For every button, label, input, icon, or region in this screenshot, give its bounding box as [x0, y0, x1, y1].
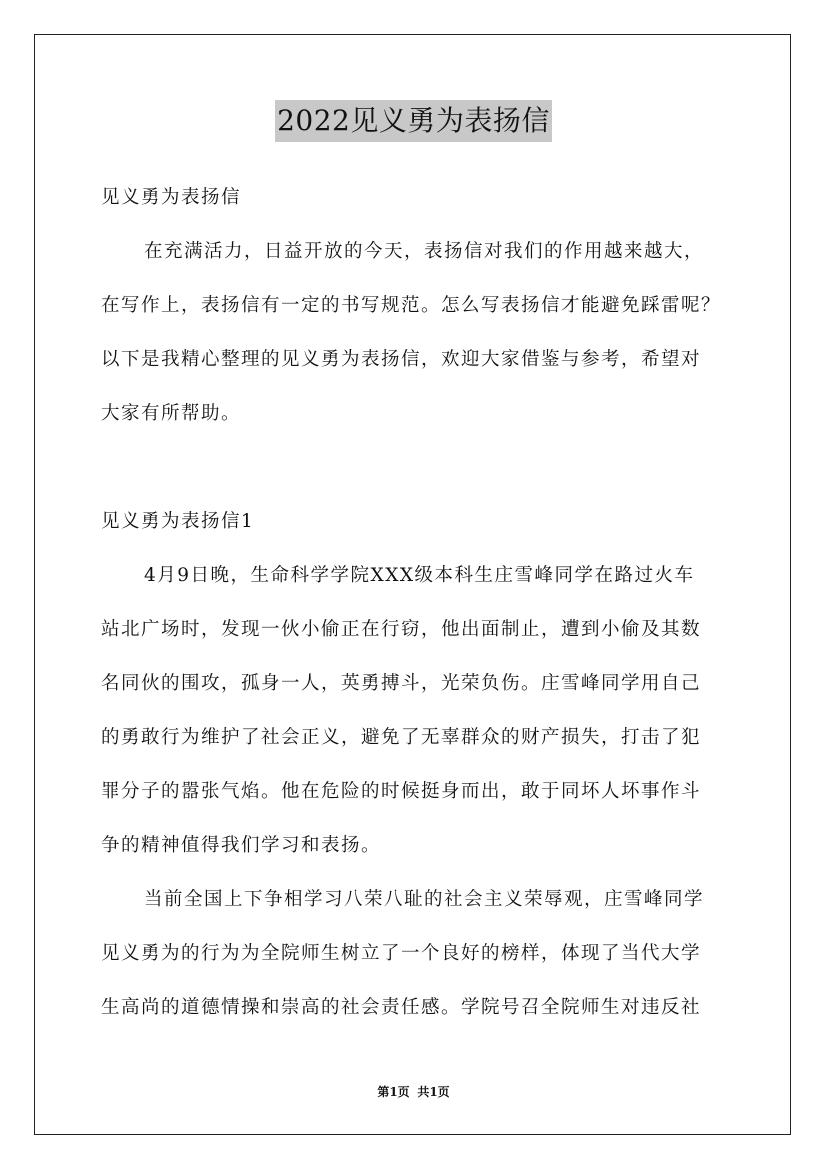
intro-heading: 见义勇为表扬信 [101, 187, 242, 208]
letter1-heading: 见义勇为表扬信1 [101, 511, 255, 532]
document-body [101, 171, 727, 1035]
intro-line: 在充满活力，日益开放的今天，表扬信对我们的作用越来越大， [144, 241, 705, 262]
page-total: 共1页 [417, 1085, 450, 1099]
paragraph-line: 争的精神值得我们学习和表扬。 [101, 835, 382, 856]
paragraph-line: 当前全国上下争相学习八荣八耻的社会主义荣辱观，庄雪峰同学 [144, 889, 705, 910]
title-wrap [0, 100, 827, 142]
paragraph-line: 4月9日晚，生命科学学院XXX级本科生庄雪峰同学在路过火车 [144, 565, 695, 586]
page-title: 2022见义勇为表扬信 [275, 100, 552, 142]
page-footer [0, 1082, 827, 1102]
intro-line: 大家有所帮助。 [101, 403, 242, 424]
paragraph-line: 的勇敢行为维护了社会正义，避免了无辜群众的财产损失，打击了犯 [101, 727, 702, 748]
intro-line: 以下是我精心整理的见义勇为表扬信，欢迎大家借鉴与参考，希望对 [101, 349, 702, 370]
page-number: 第1页 [377, 1085, 410, 1099]
paragraph-line: 见义勇为的行为为全院师生树立了一个良好的榜样，体现了当代大学 [101, 943, 702, 964]
intro-line: 在写作上，表扬信有一定的书写规范。怎么写表扬信才能避免踩雷呢？ [101, 295, 722, 316]
paragraph-line: 生高尚的道德情操和崇高的社会责任感。学院号召全院师生对违反社 [101, 997, 702, 1018]
blank-line [101, 441, 727, 495]
paragraph-line: 站北广场时，发现一伙小偷正在行窃，他出面制止，遭到小偷及其数 [101, 619, 702, 640]
paragraph-line: 名同伙的围攻，孤身一人，英勇搏斗，光荣负伤。庄雪峰同学用自己 [101, 673, 702, 694]
paragraph-line: 罪分子的嚣张气焰。他在危险的时候挺身而出，敢于同坏人坏事作斗 [101, 781, 702, 802]
